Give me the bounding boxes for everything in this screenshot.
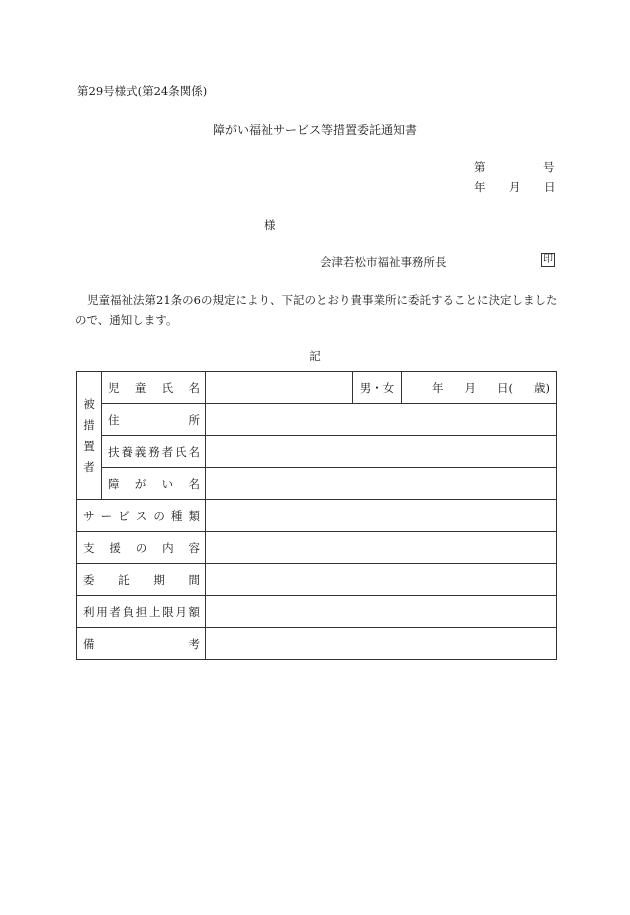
label-char: ー bbox=[100, 508, 113, 523]
ki-heading: 記 bbox=[309, 349, 321, 363]
label-char: 住 bbox=[108, 412, 120, 427]
entrustment-period-field[interactable] bbox=[206, 564, 557, 596]
child-name-field[interactable] bbox=[206, 372, 353, 404]
label-char: 間 bbox=[188, 572, 200, 587]
label-char: 託 bbox=[118, 572, 130, 587]
address-label bbox=[102, 404, 206, 436]
guardian-name-label bbox=[102, 436, 206, 468]
remarks-field[interactable] bbox=[206, 628, 557, 660]
table-row bbox=[77, 436, 557, 468]
table-row bbox=[77, 404, 557, 436]
document-number-prefix: 第 bbox=[474, 160, 486, 174]
label-char: 委 bbox=[83, 572, 95, 587]
label-char: 所 bbox=[188, 412, 200, 427]
date-of-birth-field[interactable] bbox=[402, 372, 557, 404]
disability-name-field[interactable] bbox=[206, 468, 557, 500]
label-char: 容 bbox=[188, 540, 200, 555]
date-day-label: 日 bbox=[544, 180, 556, 194]
label-char: 義 bbox=[134, 444, 147, 459]
table-row bbox=[77, 500, 557, 532]
label-char: 限 bbox=[162, 604, 174, 619]
label-char: 者 bbox=[83, 459, 95, 474]
dob-day-label: 日( bbox=[497, 380, 513, 395]
seal-stamp-box: 印 bbox=[543, 254, 553, 265]
label-char: 氏 bbox=[175, 444, 187, 459]
label-char: 者 bbox=[161, 444, 174, 459]
label-char: 担 bbox=[135, 604, 148, 619]
notice-body-text: 児童福祉法第21条の6の規定により、下記のとおり貴事業所に委託することに決定しましたので、通知します。 bbox=[75, 293, 558, 327]
table-row bbox=[77, 564, 557, 596]
form-number: 第29号様式(第24条関係) bbox=[77, 84, 208, 98]
table-row bbox=[77, 372, 557, 404]
label-char: 名 bbox=[188, 444, 200, 459]
label-char: の bbox=[153, 508, 165, 523]
remarks-label bbox=[77, 628, 206, 660]
label-char: の bbox=[135, 540, 148, 555]
label-char: 児 bbox=[108, 380, 120, 395]
label-char: 障 bbox=[108, 476, 120, 491]
child-name-label bbox=[102, 372, 206, 404]
date-year-label: 年 bbox=[474, 180, 486, 194]
label-char: 月 bbox=[175, 604, 187, 619]
label-char: 童 bbox=[134, 380, 147, 395]
label-char: ス bbox=[135, 508, 148, 523]
label-char: 扶 bbox=[108, 444, 120, 459]
service-type-label bbox=[77, 500, 206, 532]
document-number-suffix: 号 bbox=[543, 160, 555, 174]
label-char: 養 bbox=[121, 444, 133, 459]
label-char: 支 bbox=[83, 540, 95, 555]
addressee-honorific: 様 bbox=[264, 218, 276, 232]
label-char: い bbox=[161, 476, 174, 491]
label-char: 用 bbox=[96, 604, 108, 619]
entrustment-period-label bbox=[77, 564, 206, 596]
sex-field[interactable]: 男・女 bbox=[353, 372, 402, 404]
label-char: サ bbox=[83, 508, 95, 523]
label-char: 置 bbox=[83, 438, 95, 453]
label-char: 内 bbox=[162, 540, 174, 555]
disability-name-label bbox=[102, 468, 206, 500]
label-char: 期 bbox=[153, 572, 165, 587]
label-char: 氏 bbox=[161, 380, 174, 395]
label-char: 上 bbox=[148, 604, 161, 619]
sender-name: 会津若松市福祉事務所長 bbox=[320, 255, 447, 269]
label-char: 者 bbox=[109, 604, 121, 619]
label-char: 負 bbox=[122, 604, 135, 619]
label-char: 措 bbox=[83, 417, 95, 432]
label-char: 被 bbox=[83, 396, 95, 411]
label-char: 援 bbox=[109, 540, 121, 555]
table-row bbox=[77, 532, 557, 564]
label-char: 利 bbox=[83, 604, 95, 619]
copay-limit-label bbox=[77, 596, 206, 628]
service-type-field[interactable] bbox=[206, 500, 557, 532]
document-title: 障がい福祉サービス等措置委託通知書 bbox=[212, 123, 417, 137]
label-char: ビ bbox=[118, 508, 130, 523]
label-char: 名 bbox=[188, 476, 200, 491]
dob-age-label: 歳) bbox=[534, 380, 550, 395]
table-row bbox=[77, 596, 557, 628]
table-row bbox=[77, 468, 557, 500]
support-content-label bbox=[77, 532, 206, 564]
table-row bbox=[77, 628, 557, 660]
guardian-name-field[interactable] bbox=[206, 436, 557, 468]
label-char: 種 bbox=[170, 508, 183, 523]
entrustment-form-table bbox=[76, 371, 557, 660]
label-char: 名 bbox=[188, 380, 200, 395]
copay-limit-field[interactable] bbox=[206, 596, 557, 628]
dob-year-label: 年 bbox=[432, 380, 444, 395]
date-month-label: 月 bbox=[509, 180, 521, 194]
dob-month-label: 月 bbox=[464, 380, 476, 395]
label-char: 考 bbox=[188, 636, 200, 651]
address-field[interactable] bbox=[206, 404, 557, 436]
target-person-group-label bbox=[77, 372, 102, 500]
label-char: 額 bbox=[188, 604, 200, 619]
label-char: 備 bbox=[83, 636, 95, 651]
label-char: が bbox=[134, 476, 147, 491]
label-char: 務 bbox=[148, 444, 160, 459]
label-char: 類 bbox=[188, 508, 200, 523]
support-content-field[interactable] bbox=[206, 532, 557, 564]
